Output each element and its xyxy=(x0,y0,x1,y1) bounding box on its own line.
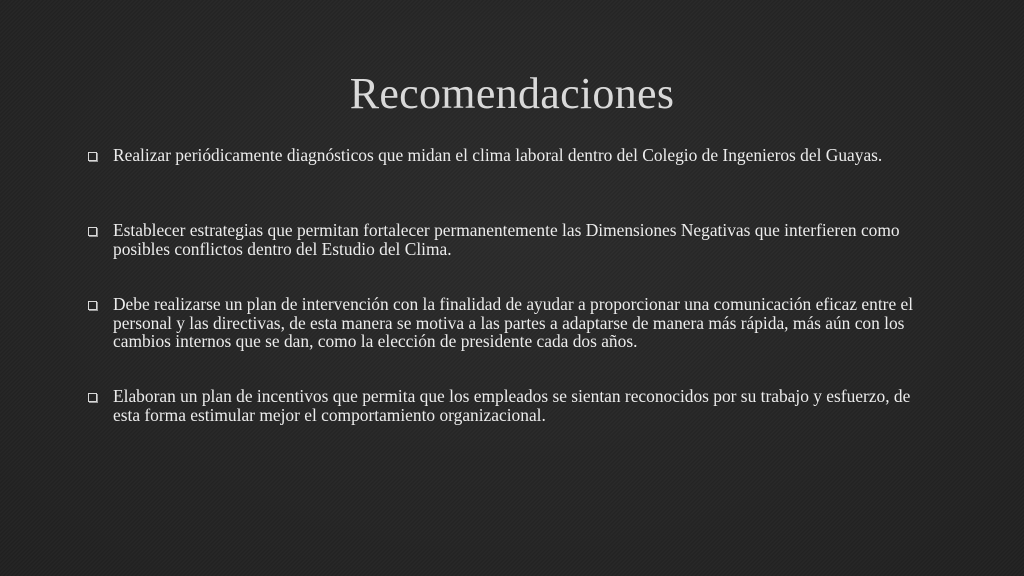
bullet-text: Elaboran un plan de incentivos que permita que los empleados se sientan reconocidos por su trabajo y esfuerzo, de esta forma estimular mejor el comportamiento organizacional. xyxy=(113,386,911,425)
bullet-text: Debe realizarse un plan de intervención con la finalidad de ayudar a proporcionar una comunicación eficaz entre el personal y las directivas, de esta manera se motiva a las partes a adaptarse de manera más rápida, más aún con los cambios internos que se dan, como la elección de presidente cada dos años. xyxy=(113,294,914,351)
slide-title: Recomendaciones xyxy=(349,69,675,118)
bullet-text: Realizar periódicamente diagnósticos que midan el clima laboral dentro del Colegio de Ingenieros del Guayas. xyxy=(113,145,883,165)
bullet-text: Establecer estrategias que permitan fortalecer permanentemente las Dimensiones Negativas que interfieren como posibles conflictos dentro del Estudio del Clima. xyxy=(113,220,900,259)
hollow-square-bullet-icon xyxy=(88,227,97,236)
bullet-item xyxy=(88,387,933,424)
hollow-square-bullet-icon xyxy=(88,301,97,310)
bullet-item xyxy=(88,221,933,258)
hollow-square-bullet-icon xyxy=(88,152,97,161)
bullet-item xyxy=(88,295,933,351)
bullet-item xyxy=(88,146,933,165)
hollow-square-bullet-icon xyxy=(88,393,97,402)
